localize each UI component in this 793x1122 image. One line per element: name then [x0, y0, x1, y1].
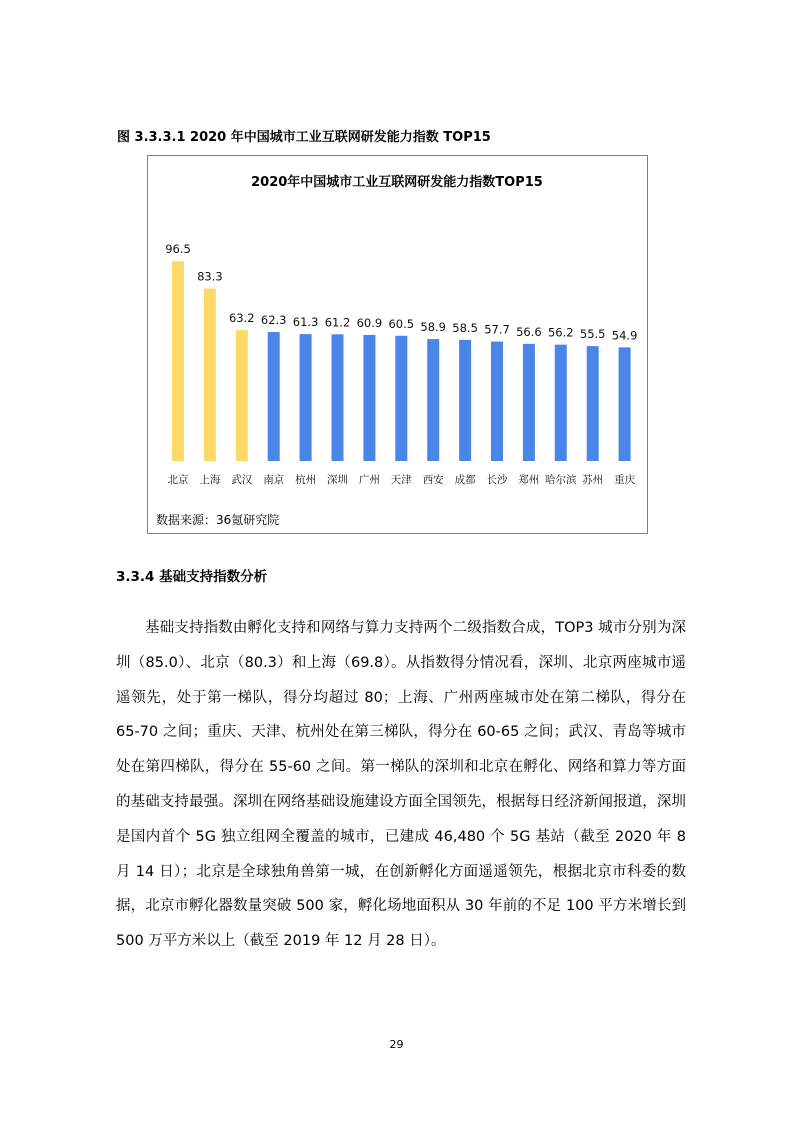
category-label-南京: 南京: [263, 474, 285, 486]
value-label-重庆: 54.9: [611, 328, 638, 343]
category-label-杭州: 杭州: [295, 474, 317, 486]
category-label-广州: 广州: [358, 474, 380, 486]
value-label-北京: 96.5: [165, 242, 191, 257]
category-label-上海: 上海: [199, 474, 221, 486]
figure-caption: 图 3.3.3.1 2020 年中国城市工业互联网研发能力指数 TOP15: [117, 130, 491, 145]
bar-长沙: [491, 342, 503, 461]
page-number: 29: [389, 1038, 404, 1051]
category-label-北京: 北京: [167, 474, 189, 486]
bar-chart: [148, 156, 647, 533]
value-label-西安: 58.9: [420, 320, 447, 335]
category-label-武汉: 武汉: [231, 474, 253, 486]
chart-title: 2020年中国城市工业互联网研发能力指数TOP15: [251, 175, 543, 190]
value-label-深圳: 61.2: [324, 315, 351, 330]
bar-苏州: [587, 346, 599, 461]
category-label-天津: 天津: [390, 474, 412, 486]
bar-成都: [459, 340, 471, 461]
value-label-武汉: 63.2: [228, 311, 255, 326]
value-label-郑州: 56.6: [516, 324, 542, 339]
bar-深圳: [332, 334, 344, 461]
bar-重庆: [619, 347, 631, 461]
body-paragraph: 基础支持指数由孵化支持和网络与算力支持两个二级指数合成，TOP3 城市分别为深圳（85.0）、北京（80.3）和上海（69.8）。从指数得分情况看，深圳、北京两座城市遥遥领先，处于第一梯队，得分均超过 80；上海、广州两座城市处在第二梯队，得分在 65-70 之间；重庆、天津、杭州处在第三梯队，得分在 60-65 之间；武汉、青岛等城市处在第四梯队，得分在 55-60 之间。第一梯队的深圳和北京在孵化、网络和算力等方面的基础支持最强。深圳在网络基础设施建设方面全国领先，根据每日经济新闻报道，深圳是国内首个 5G 独立组网全覆盖的城市，已建成 46,480 个 5G 基站（截至 2020 年 8 月 14 日）；北京是全球独角兽第一城，在创新孵化方面遥遥领先，根据北京市科委的数据，北京市孵化器数量突破 500 家，孵化场地面积从 30 年前的不足 100 平方米增长到 500 万平方米以上（截至 2019 年 12 月 28 日）。: [116, 620, 686, 950]
section-heading: 3.3.4 基础支持指数分析: [116, 569, 268, 585]
category-label-成都: 成都: [454, 474, 476, 486]
value-label-天津: 60.5: [388, 316, 415, 331]
bar-北京: [172, 261, 184, 461]
value-label-南京: 62.3: [260, 313, 287, 328]
value-labels-group: [165, 242, 637, 342]
bar-杭州: [300, 334, 312, 461]
category-label-长沙: 长沙: [486, 474, 508, 486]
bar-天津: [395, 336, 407, 461]
category-label-西安: 西安: [422, 474, 444, 486]
value-label-长沙: 57.7: [484, 322, 510, 337]
bar-哈尔滨: [555, 345, 567, 461]
category-label-郑州: 郑州: [518, 474, 540, 486]
category-label-重庆: 重庆: [614, 474, 636, 486]
value-label-广州: 60.9: [356, 315, 383, 330]
category-label-深圳: 深圳: [327, 474, 348, 486]
bars-group: [172, 261, 631, 461]
value-label-杭州: 61.3: [292, 315, 319, 330]
value-label-苏州: 55.5: [579, 327, 606, 342]
bar-广州: [363, 335, 375, 461]
category-label-哈尔滨: 哈尔滨: [545, 474, 577, 486]
value-label-哈尔滨: 56.2: [547, 325, 574, 340]
data-source: 数据来源：36氪研究院: [156, 513, 280, 527]
chart-container: [147, 155, 648, 534]
category-label-苏州: 苏州: [582, 474, 604, 486]
value-label-上海: 83.3: [197, 269, 223, 284]
bar-南京: [268, 332, 280, 461]
bar-郑州: [523, 344, 535, 461]
category-labels-group: [168, 473, 636, 486]
value-label-成都: 58.5: [452, 320, 478, 335]
bar-上海: [204, 289, 216, 461]
bar-西安: [427, 339, 439, 461]
bar-武汉: [236, 330, 248, 461]
